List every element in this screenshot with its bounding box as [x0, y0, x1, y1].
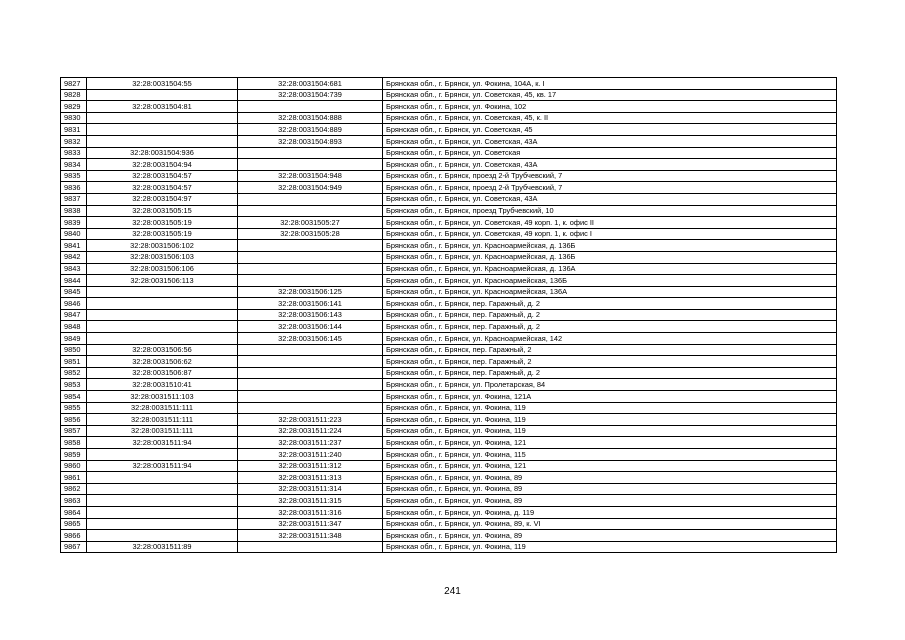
address-cell: Брянская обл., г. Брянск, ул. Пролетарская, 84	[383, 379, 837, 391]
parcel-number-cell	[87, 472, 238, 484]
address-cell: Брянская обл., г. Брянск, ул. Фокина, д. 119	[383, 506, 837, 518]
parcel-number-cell: 32:28:0031504:55	[87, 78, 238, 90]
row-number-cell: 9828	[61, 89, 87, 101]
table-row	[61, 147, 837, 159]
page-number: 241	[444, 586, 461, 597]
table-row	[61, 449, 837, 461]
row-number-cell: 9831	[61, 124, 87, 136]
address-cell: Брянская обл., г. Брянск, ул. Советская, 49 корп. 1, к. офис II	[383, 217, 837, 229]
address-cell: Брянская обл., г. Брянск, ул. Советская, 45	[383, 124, 837, 136]
table-row	[61, 112, 837, 124]
building-number-cell	[238, 263, 383, 275]
building-number-cell	[238, 367, 383, 379]
table-row	[61, 495, 837, 507]
building-number-cell: 32:28:0031504:893	[238, 135, 383, 147]
address-cell: Брянская обл., г. Брянск, ул. Фокина, 102	[383, 101, 837, 113]
building-number-cell	[238, 193, 383, 205]
address-cell: Брянская обл., г. Брянск, ул. Красноармейская, д. 136А	[383, 263, 837, 275]
address-cell: Брянская обл., г. Брянск, ул. Советская, 49 корп. 1, к. офис I	[383, 228, 837, 240]
address-cell: Брянская обл., г. Брянск, пер. Гаражный, д. 2	[383, 321, 837, 333]
table-row	[61, 217, 837, 229]
parcel-number-cell: 32:28:0031504:57	[87, 182, 238, 194]
table-row	[61, 124, 837, 136]
address-cell: Брянская обл., г. Брянск, ул. Советская, 43А	[383, 159, 837, 171]
row-number-cell: 9840	[61, 228, 87, 240]
table-row	[61, 275, 837, 287]
parcel-number-cell: 32:28:0031506:106	[87, 263, 238, 275]
table-row	[61, 344, 837, 356]
parcel-number-cell	[87, 89, 238, 101]
table-row	[61, 518, 837, 530]
row-number-cell: 9863	[61, 495, 87, 507]
building-number-cell	[238, 402, 383, 414]
building-number-cell: 32:28:0031511:312	[238, 460, 383, 472]
building-number-cell: 32:28:0031506:144	[238, 321, 383, 333]
row-number-cell: 9845	[61, 286, 87, 298]
building-number-cell: 32:28:0031506:143	[238, 309, 383, 321]
table-row	[61, 205, 837, 217]
address-cell: Брянская обл., г. Брянск, пер. Гаражный, д. 2	[383, 367, 837, 379]
parcel-number-cell: 32:28:0031506:102	[87, 240, 238, 252]
row-number-cell: 9846	[61, 298, 87, 310]
parcel-number-cell: 32:28:0031504:936	[87, 147, 238, 159]
row-number-cell: 9827	[61, 78, 87, 90]
table-row	[61, 402, 837, 414]
table-row	[61, 333, 837, 345]
parcel-number-cell	[87, 286, 238, 298]
address-cell: Брянская обл., г. Брянск, ул. Фокина, 89	[383, 472, 837, 484]
row-number-cell: 9834	[61, 159, 87, 171]
parcel-number-cell: 32:28:0031505:15	[87, 205, 238, 217]
row-number-cell: 9850	[61, 344, 87, 356]
building-number-cell: 32:28:0031511:313	[238, 472, 383, 484]
table-row	[61, 101, 837, 113]
parcel-number-cell	[87, 449, 238, 461]
row-number-cell: 9855	[61, 402, 87, 414]
building-number-cell: 32:28:0031511:224	[238, 425, 383, 437]
building-number-cell: 32:28:0031511:347	[238, 518, 383, 530]
parcel-number-cell: 32:28:0031504:94	[87, 159, 238, 171]
parcel-number-cell: 32:28:0031504:81	[87, 101, 238, 113]
address-cell: Брянская обл., г. Брянск, ул. Фокина, 115	[383, 449, 837, 461]
table-row	[61, 193, 837, 205]
parcel-number-cell: 32:28:0031506:56	[87, 344, 238, 356]
address-cell: Брянская обл., г. Брянск, ул. Советская	[383, 147, 837, 159]
parcel-number-cell	[87, 495, 238, 507]
table-row	[61, 530, 837, 542]
address-cell: Брянская обл., г. Брянск, пер. Гаражный, д. 2	[383, 309, 837, 321]
building-number-cell	[238, 275, 383, 287]
table-row	[61, 159, 837, 171]
building-number-cell: 32:28:0031506:141	[238, 298, 383, 310]
row-number-cell: 9856	[61, 414, 87, 426]
row-number-cell: 9862	[61, 483, 87, 495]
address-cell: Брянская обл., г. Брянск, ул. Фокина, 89, к. VI	[383, 518, 837, 530]
building-number-cell: 32:28:0031504:739	[238, 89, 383, 101]
parcel-number-cell: 32:28:0031506:87	[87, 367, 238, 379]
table-row	[61, 541, 837, 553]
parcel-number-cell	[87, 135, 238, 147]
building-number-cell	[238, 251, 383, 263]
building-number-cell	[238, 391, 383, 403]
building-number-cell	[238, 159, 383, 171]
parcel-number-cell	[87, 309, 238, 321]
table-row	[61, 251, 837, 263]
building-number-cell: 32:28:0031511:315	[238, 495, 383, 507]
building-number-cell	[238, 356, 383, 368]
table-row	[61, 89, 837, 101]
building-number-cell	[238, 147, 383, 159]
building-number-cell	[238, 240, 383, 252]
parcel-number-cell	[87, 321, 238, 333]
row-number-cell: 9841	[61, 240, 87, 252]
parcel-number-cell: 32:28:0031505:19	[87, 217, 238, 229]
row-number-cell: 9858	[61, 437, 87, 449]
table-row	[61, 309, 837, 321]
building-number-cell: 32:28:0031505:27	[238, 217, 383, 229]
table-row	[61, 460, 837, 472]
building-number-cell	[238, 379, 383, 391]
table-body	[61, 78, 837, 553]
table-row	[61, 78, 837, 90]
cadastral-table	[60, 77, 837, 553]
address-cell: Брянская обл., г. Брянск, ул. Фокина, 89	[383, 495, 837, 507]
table-row	[61, 286, 837, 298]
address-cell: Брянская обл., г. Брянск, ул. Фокина, 119	[383, 425, 837, 437]
address-cell: Брянская обл., г. Брянск, ул. Красноармейская, 136Б	[383, 275, 837, 287]
address-cell: Брянская обл., г. Брянск, пер. Гаражный, д. 2	[383, 298, 837, 310]
address-cell: Брянская обл., г. Брянск, ул. Фокина, 119	[383, 541, 837, 553]
building-number-cell	[238, 101, 383, 113]
address-cell: Брянская обл., г. Брянск, ул. Советская, 43А	[383, 193, 837, 205]
address-cell: Брянская обл., г. Брянск, ул. Фокина, 121А	[383, 391, 837, 403]
address-cell: Брянская обл., г. Брянск, ул. Советская, 45, кв. 17	[383, 89, 837, 101]
row-number-cell: 9838	[61, 205, 87, 217]
row-number-cell: 9865	[61, 518, 87, 530]
table-row	[61, 135, 837, 147]
address-cell: Брянская обл., г. Брянск, ул. Фокина, 121	[383, 437, 837, 449]
row-number-cell: 9857	[61, 425, 87, 437]
address-cell: Брянская обл., г. Брянск, ул. Красноармейская, д. 136Б	[383, 251, 837, 263]
parcel-number-cell	[87, 530, 238, 542]
building-number-cell: 32:28:0031511:348	[238, 530, 383, 542]
parcel-number-cell: 32:28:0031510:41	[87, 379, 238, 391]
row-number-cell: 9848	[61, 321, 87, 333]
table-row	[61, 414, 837, 426]
building-number-cell: 32:28:0031506:125	[238, 286, 383, 298]
table-row	[61, 321, 837, 333]
row-number-cell: 9853	[61, 379, 87, 391]
table-row	[61, 228, 837, 240]
building-number-cell: 32:28:0031504:948	[238, 170, 383, 182]
parcel-number-cell: 32:28:0031504:97	[87, 193, 238, 205]
address-cell: Брянская обл., г. Брянск, ул. Фокина, 119	[383, 402, 837, 414]
address-cell: Брянская обл., г. Брянск, ул. Красноармейская, д. 136Б	[383, 240, 837, 252]
row-number-cell: 9849	[61, 333, 87, 345]
parcel-number-cell: 32:28:0031511:111	[87, 425, 238, 437]
parcel-number-cell: 32:28:0031505:19	[87, 228, 238, 240]
table-row	[61, 379, 837, 391]
table-row	[61, 506, 837, 518]
row-number-cell: 9829	[61, 101, 87, 113]
row-number-cell: 9842	[61, 251, 87, 263]
row-number-cell: 9839	[61, 217, 87, 229]
parcel-number-cell: 32:28:0031511:103	[87, 391, 238, 403]
parcel-number-cell	[87, 124, 238, 136]
building-number-cell: 32:28:0031506:145	[238, 333, 383, 345]
parcel-number-cell: 32:28:0031506:113	[87, 275, 238, 287]
building-number-cell: 32:28:0031504:888	[238, 112, 383, 124]
building-number-cell: 32:28:0031504:949	[238, 182, 383, 194]
parcel-number-cell	[87, 298, 238, 310]
building-number-cell: 32:28:0031511:316	[238, 506, 383, 518]
parcel-number-cell: 32:28:0031511:94	[87, 460, 238, 472]
parcel-number-cell	[87, 518, 238, 530]
table-row	[61, 263, 837, 275]
address-cell: Брянская обл., г. Брянск, ул. Красноармейская, 136А	[383, 286, 837, 298]
parcel-number-cell: 32:28:0031506:103	[87, 251, 238, 263]
row-number-cell: 9854	[61, 391, 87, 403]
building-number-cell: 32:28:0031511:314	[238, 483, 383, 495]
row-number-cell: 9837	[61, 193, 87, 205]
address-cell: Брянская обл., г. Брянск, пер. Гаражный, 2	[383, 344, 837, 356]
row-number-cell: 9830	[61, 112, 87, 124]
parcel-number-cell: 32:28:0031511:94	[87, 437, 238, 449]
row-number-cell: 9836	[61, 182, 87, 194]
building-number-cell	[238, 344, 383, 356]
parcel-number-cell: 32:28:0031511:111	[87, 414, 238, 426]
row-number-cell: 9861	[61, 472, 87, 484]
address-cell: Брянская обл., г. Брянск, ул. Фокина, 121	[383, 460, 837, 472]
row-number-cell: 9847	[61, 309, 87, 321]
parcel-number-cell	[87, 483, 238, 495]
parcel-number-cell: 32:28:0031511:111	[87, 402, 238, 414]
table-row	[61, 483, 837, 495]
row-number-cell: 9835	[61, 170, 87, 182]
table-row	[61, 170, 837, 182]
address-cell: Брянская обл., г. Брянск, проезд Трубчевский, 10	[383, 205, 837, 217]
address-cell: Брянская обл., г. Брянск, ул. Фокина, 119	[383, 414, 837, 426]
row-number-cell: 9859	[61, 449, 87, 461]
table-row	[61, 437, 837, 449]
table-row	[61, 356, 837, 368]
building-number-cell: 32:28:0031511:223	[238, 414, 383, 426]
address-cell: Брянская обл., г. Брянск, ул. Фокина, 104А, к. I	[383, 78, 837, 90]
building-number-cell	[238, 205, 383, 217]
row-number-cell: 9843	[61, 263, 87, 275]
parcel-number-cell	[87, 333, 238, 345]
address-cell: Брянская обл., г. Брянск, проезд 2-й Трубчевский, 7	[383, 182, 837, 194]
building-number-cell	[238, 541, 383, 553]
building-number-cell: 32:28:0031504:681	[238, 78, 383, 90]
row-number-cell: 9867	[61, 541, 87, 553]
table-row	[61, 240, 837, 252]
building-number-cell: 32:28:0031511:237	[238, 437, 383, 449]
table-row	[61, 298, 837, 310]
parcel-number-cell	[87, 506, 238, 518]
parcel-number-cell: 32:28:0031506:62	[87, 356, 238, 368]
address-cell: Брянская обл., г. Брянск, проезд 2-й Трубчевский, 7	[383, 170, 837, 182]
row-number-cell: 9852	[61, 367, 87, 379]
table-row	[61, 425, 837, 437]
row-number-cell: 9844	[61, 275, 87, 287]
row-number-cell: 9866	[61, 530, 87, 542]
address-cell: Брянская обл., г. Брянск, ул. Красноармейская, 142	[383, 333, 837, 345]
table-row	[61, 472, 837, 484]
row-number-cell: 9833	[61, 147, 87, 159]
table-row	[61, 391, 837, 403]
row-number-cell: 9860	[61, 460, 87, 472]
address-cell: Брянская обл., г. Брянск, пер. Гаражный, 2	[383, 356, 837, 368]
row-number-cell: 9864	[61, 506, 87, 518]
address-cell: Брянская обл., г. Брянск, ул. Советская, 43А	[383, 135, 837, 147]
row-number-cell: 9832	[61, 135, 87, 147]
table-row	[61, 367, 837, 379]
building-number-cell: 32:28:0031511:240	[238, 449, 383, 461]
table-row	[61, 182, 837, 194]
building-number-cell: 32:28:0031505:28	[238, 228, 383, 240]
address-cell: Брянская обл., г. Брянск, ул. Фокина, 89	[383, 483, 837, 495]
building-number-cell: 32:28:0031504:889	[238, 124, 383, 136]
parcel-number-cell: 32:28:0031511:89	[87, 541, 238, 553]
parcel-number-cell	[87, 112, 238, 124]
address-cell: Брянская обл., г. Брянск, ул. Советская, 45, к. II	[383, 112, 837, 124]
parcel-number-cell: 32:28:0031504:57	[87, 170, 238, 182]
row-number-cell: 9851	[61, 356, 87, 368]
address-cell: Брянская обл., г. Брянск, ул. Фокина, 89	[383, 530, 837, 542]
